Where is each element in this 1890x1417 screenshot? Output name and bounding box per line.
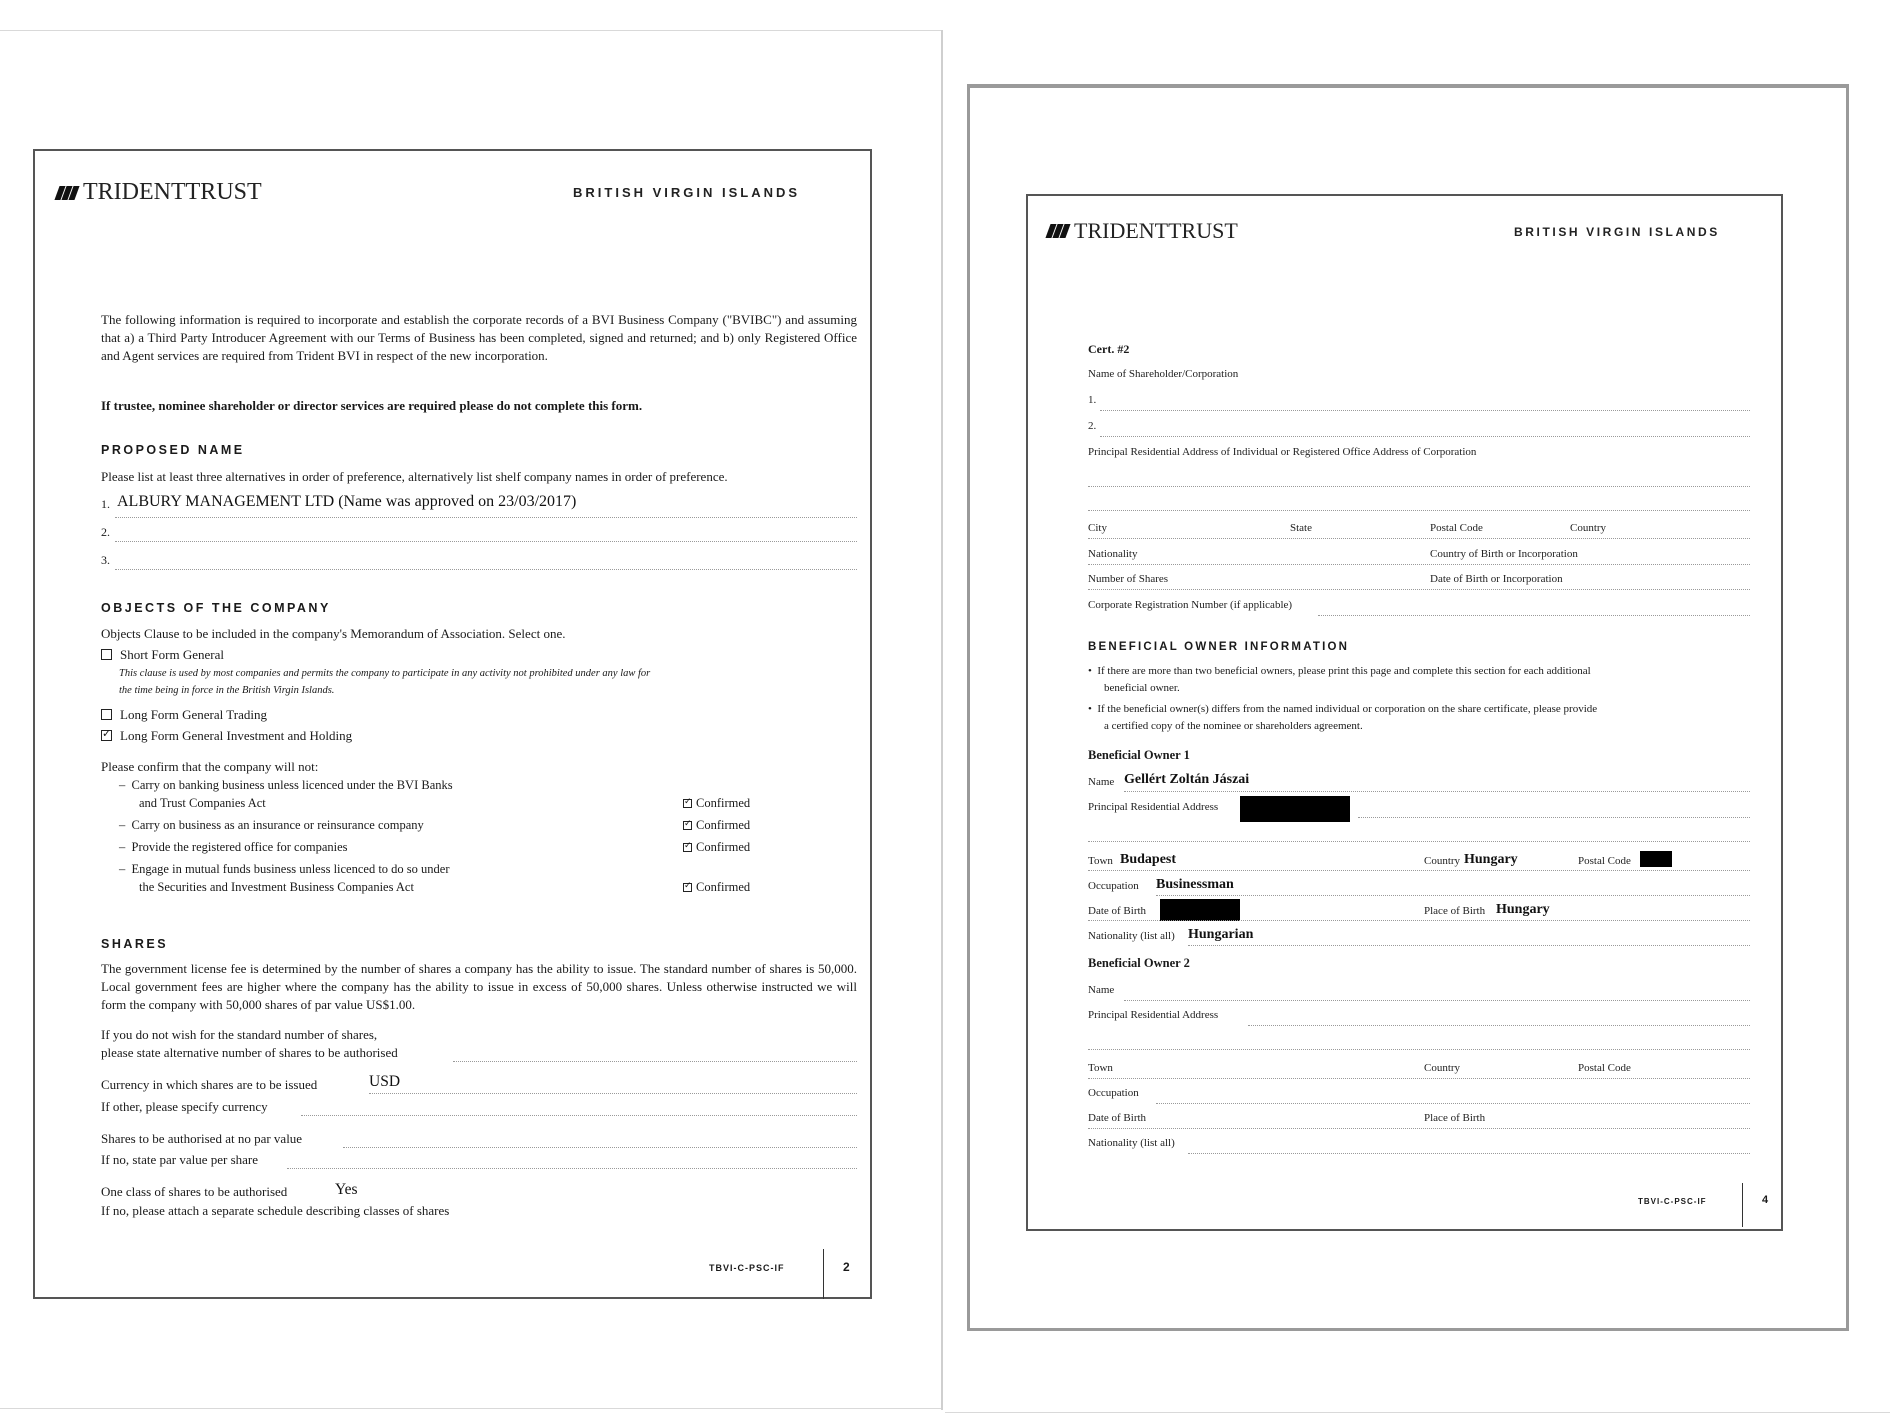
no-par-field[interactable] xyxy=(343,1147,857,1148)
bo2-town-label: Town xyxy=(1088,1062,1113,1074)
form-code: TBVI-C-PSC-IF xyxy=(709,1263,785,1273)
bo1-town-row-field xyxy=(1088,870,1750,871)
bo-bullet-1-line2: beneficial owner. xyxy=(1104,682,1180,694)
bottom-edge-right xyxy=(945,1412,1890,1413)
num-shares-row-field[interactable] xyxy=(1088,589,1750,590)
bo2-dob-row-field[interactable] xyxy=(1088,1128,1750,1129)
bo1-postal-redaction xyxy=(1640,851,1672,867)
name-number-3: 3. xyxy=(101,553,110,567)
cert-number: Cert. #2 xyxy=(1088,342,1130,356)
bo1-name-label: Name xyxy=(1088,776,1115,788)
logo-text-2: TRIDENTTRUST xyxy=(1074,218,1238,243)
bo2-address-label: Principal Residential Address xyxy=(1088,1009,1219,1021)
region-title: BRITISH VIRGIN ISLANDS xyxy=(573,185,801,200)
bo2-postal-label: Postal Code xyxy=(1578,1062,1631,1074)
num-shares-label: Number of Shares xyxy=(1088,573,1169,585)
bo1-address-line-1[interactable] xyxy=(1358,817,1750,818)
form-page-2 xyxy=(33,149,872,1299)
proposed-name-3-field[interactable] xyxy=(115,569,857,570)
one-class-value[interactable]: Yes xyxy=(335,1181,358,1198)
bo-bullet-2: • If the beneficial owner(s) differs from the named individual or corporation on the share certificate, please provide xyxy=(1088,703,1598,715)
footer-separator-2 xyxy=(1742,1183,1743,1227)
bo2-nationality-field[interactable] xyxy=(1188,1153,1750,1154)
bo1-dob-label: Date of Birth xyxy=(1088,905,1147,917)
confirm-item-4-line2: the Securities and Investment Business Companies Act xyxy=(139,880,414,894)
proposed-name-heading: PROPOSED NAME xyxy=(101,443,245,457)
proposed-name-instruction: Please list at least three alternatives in order of preference, alternatively list shelf company names in order of preference. xyxy=(101,469,728,484)
shareholder-name-1-field[interactable] xyxy=(1100,410,1750,411)
bo2-nationality-label: Nationality (list all) xyxy=(1088,1137,1175,1149)
bo1-pob-value[interactable]: Hungary xyxy=(1496,902,1550,917)
bo1-nationality-value[interactable]: Hungarian xyxy=(1188,927,1254,942)
short-form-note-2: the time being in force in the British Virgin Islands. xyxy=(119,685,335,696)
shareholder-address-field-2[interactable] xyxy=(1088,510,1750,511)
no-par-label: Shares to be authorised at no par value xyxy=(101,1131,303,1146)
bo2-title: Beneficial Owner 2 xyxy=(1088,956,1190,970)
short-form-note-1: This clause is used by most companies and permits the company to participate in any activity not prohibited under any law for xyxy=(119,668,651,679)
bo1-name-value[interactable]: Gellért Zoltán Jászai xyxy=(1124,772,1250,787)
objects-heading: OBJECTS OF THE COMPANY xyxy=(101,601,331,615)
confirm-item-1: – Carry on banking business unless licenced under the BVI Banks xyxy=(119,778,453,792)
bo2-occupation-label: Occupation xyxy=(1088,1087,1139,1099)
city-label: City xyxy=(1088,522,1107,534)
bo1-town-value[interactable]: Budapest xyxy=(1120,852,1177,867)
shares-paragraph: The government license fee is determined by the number of shares a company has the ability to issue. The standard number of shares is 50,000. Local government fees are higher where the company has the ability to issue in excess of 50,000 shares. Unless otherwise instructed we will form the company with 50,000 shares of par value US$1.00. xyxy=(101,961,857,1012)
bo1-address-label: Principal Residential Address xyxy=(1088,801,1219,813)
bo1-town-label: Town xyxy=(1088,855,1113,867)
bo2-occupation-field[interactable] xyxy=(1156,1103,1750,1104)
confirm-item-1-line2: and Trust Companies Act xyxy=(139,796,266,810)
shareholder-line-2-num: 2. xyxy=(1088,420,1097,432)
bottom-edge-left xyxy=(0,1408,941,1409)
bo1-nationality-label: Nationality (list all) xyxy=(1088,930,1175,942)
bo1-dob-redaction xyxy=(1160,899,1240,921)
par-value-label: If no, state par value per share xyxy=(101,1152,259,1167)
name-number-1: 1. xyxy=(101,497,110,511)
page-number-2: 4 xyxy=(1762,1194,1769,1206)
alt-shares-label-2: please state alternative number of shares to be authorised xyxy=(101,1045,398,1060)
confirm-intro: Please confirm that the company will not: xyxy=(101,759,319,774)
form-code-2: TBVI-C-PSC-IF xyxy=(1638,1197,1707,1206)
bo1-postal-label: Postal Code xyxy=(1578,855,1631,867)
confirm-1[interactable]: ✓ Confirmed xyxy=(683,796,750,811)
confirm-item-4: – Engage in mutual funds business unless licenced to do so under xyxy=(119,862,450,876)
bo1-country-value[interactable]: Hungary xyxy=(1464,852,1518,867)
shareholder-name-label: Name of Shareholder/Corporation xyxy=(1088,368,1239,380)
form-page-4 xyxy=(1026,194,1783,1231)
confirm-item-2: – Carry on business as an insurance or reinsurance company xyxy=(119,818,424,832)
corp-reg-field[interactable] xyxy=(1318,615,1750,616)
option-long-form-trading[interactable] xyxy=(101,707,267,723)
bo2-town-row-field[interactable] xyxy=(1088,1078,1750,1079)
country-birth-label: Country of Birth or Incorporation xyxy=(1430,548,1578,560)
long-form-trading-checkbox[interactable] xyxy=(101,709,112,720)
bo2-pob-label: Place of Birth xyxy=(1424,1112,1486,1124)
other-currency-label: If other, please specify currency xyxy=(101,1099,268,1114)
confirm-4[interactable]: ✓ Confirmed xyxy=(683,880,750,895)
option-short-form[interactable] xyxy=(101,647,224,663)
bo1-occupation-label: Occupation xyxy=(1088,880,1139,892)
confirm-3-checkbox[interactable] xyxy=(683,843,692,852)
corp-reg-label: Corporate Registration Number (if applicable) xyxy=(1088,599,1293,611)
bo1-nationality-line xyxy=(1188,945,1750,946)
alt-shares-field[interactable] xyxy=(453,1061,857,1062)
name-line-1 xyxy=(115,517,857,518)
trident-logo-icon xyxy=(1048,224,1068,238)
shareholder-address-field-1[interactable] xyxy=(1088,486,1750,487)
state-label: State xyxy=(1290,522,1312,534)
bo-heading: BENEFICIAL OWNER INFORMATION xyxy=(1088,641,1350,653)
bo1-dob-row-field xyxy=(1088,920,1750,921)
confirm-3[interactable]: ✓ Confirmed xyxy=(683,840,750,855)
shares-heading: SHARES xyxy=(101,937,169,951)
long-form-investment-label: Long Form General Investment and Holding xyxy=(120,728,353,743)
confirm-1-checkbox[interactable] xyxy=(683,799,692,808)
confirm-2[interactable]: ✓ Confirmed xyxy=(683,818,750,833)
long-form-investment-checkbox[interactable] xyxy=(101,730,112,741)
logo-text: TRIDENTTRUST xyxy=(83,179,262,205)
alt-shares-label-1: If you do not wish for the standard number of shares, xyxy=(101,1027,378,1042)
short-form-checkbox[interactable] xyxy=(101,649,112,660)
short-form-label: Short Form General xyxy=(120,647,224,662)
proposed-name-2-field[interactable] xyxy=(115,541,857,542)
bo1-occupation-value[interactable]: Businessman xyxy=(1156,877,1234,892)
name-number-2: 2. xyxy=(101,525,110,539)
bo1-name-line xyxy=(1124,791,1750,792)
postal-label: Postal Code xyxy=(1430,522,1483,534)
intro-paragraph: The following information is required to incorporate and establish the corporate records of a BVI Business Company ("BVIBC") and assuming that a) a Third Party Introducer Agreement with our Terms of Business has been completed, signed and returned; and b) only Registered Office and Agent services are required from Trident BVI in respect of the new incorporation. xyxy=(101,312,857,363)
footer-separator xyxy=(823,1249,824,1299)
bo-bullet-1: • If there are more than two beneficial owners, please print this page and complete this section for each additional xyxy=(1088,665,1591,677)
bo1-country-label: Country xyxy=(1424,855,1461,867)
bo2-name-label: Name xyxy=(1088,984,1115,996)
long-form-trading-label: Long Form General Trading xyxy=(120,707,267,722)
country-label: Country xyxy=(1570,522,1607,534)
bo2-address-field-2[interactable] xyxy=(1088,1049,1750,1050)
top-edge-left xyxy=(0,30,941,31)
currency-line xyxy=(369,1093,857,1094)
bo1-address-redaction xyxy=(1240,796,1350,822)
scan-divider xyxy=(941,30,943,1410)
confirm-item-3: – Provide the registered office for companies xyxy=(119,840,348,854)
confirm-2-checkbox[interactable] xyxy=(683,821,692,830)
bo2-name-field[interactable] xyxy=(1124,1000,1750,1001)
warning-text: If trustee, nominee shareholder or director services are required please do not complete this form. xyxy=(101,398,643,413)
bo2-dob-label: Date of Birth xyxy=(1088,1112,1147,1124)
dob-inc-label: Date of Birth or Incorporation xyxy=(1430,573,1563,585)
other-currency-field[interactable] xyxy=(301,1115,857,1116)
trident-trust-logo xyxy=(57,179,262,206)
shareholder-line-1-num: 1. xyxy=(1088,394,1097,406)
bo-bullet-2-line2: a certified copy of the nominee or shareholders agreement. xyxy=(1104,720,1363,732)
trident-logo-icon xyxy=(57,186,77,200)
bo1-pob-label: Place of Birth xyxy=(1424,905,1486,917)
nationality-label: Nationality xyxy=(1088,548,1138,560)
bo1-title: Beneficial Owner 1 xyxy=(1088,748,1190,762)
region-title-2: BRITISH VIRGIN ISLANDS xyxy=(1514,225,1720,239)
objects-instruction: Objects Clause to be included in the company's Memorandum of Association. Select one. xyxy=(101,626,566,641)
shareholder-name-2-field[interactable] xyxy=(1100,436,1750,437)
option-long-form-investment[interactable] xyxy=(101,728,352,744)
nationality-row-field[interactable] xyxy=(1088,564,1750,565)
bo2-address-field-1[interactable] xyxy=(1248,1025,1750,1026)
bo2-country-label: Country xyxy=(1424,1062,1461,1074)
confirm-4-checkbox[interactable] xyxy=(683,883,692,892)
currency-value[interactable]: USD xyxy=(369,1073,401,1090)
bo1-occupation-line xyxy=(1156,895,1750,896)
shareholder-address-label: Principal Residential Address of Individual or Registered Office Address of Corporation xyxy=(1088,446,1477,458)
page-number: 2 xyxy=(843,1260,850,1274)
proposed-name-1-value[interactable]: ALBURY MANAGEMENT LTD (Name was approved on 23/03/2017) xyxy=(117,493,577,510)
trident-trust-logo-2 xyxy=(1048,218,1238,244)
par-value-field[interactable] xyxy=(287,1168,857,1169)
bo1-address-line-2[interactable] xyxy=(1088,841,1750,842)
attach-schedule-label: If no, please attach a separate schedule describing classes of shares xyxy=(101,1203,450,1218)
city-row-field[interactable] xyxy=(1088,538,1750,539)
currency-label: Currency in which shares are to be issued xyxy=(101,1077,318,1092)
one-class-label: One class of shares to be authorised xyxy=(101,1184,288,1199)
